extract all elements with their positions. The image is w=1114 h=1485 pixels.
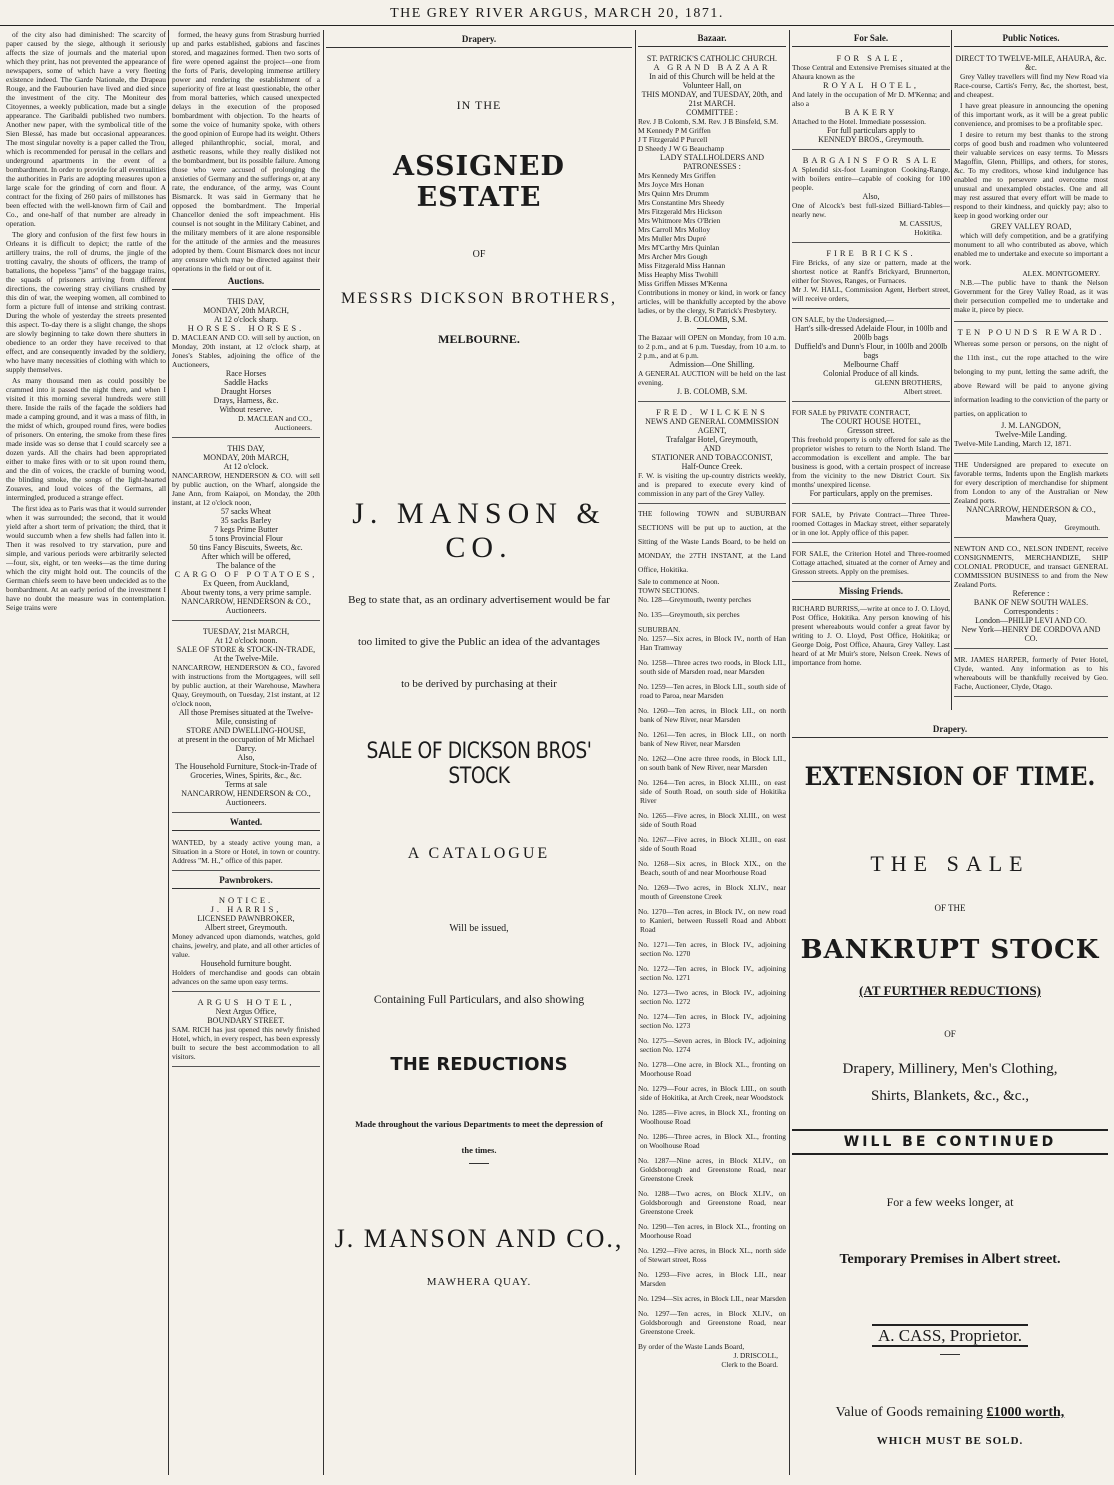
section-lot: No. 1274—Ten acres, in Block IV., adjoining section No. 1273	[638, 1012, 786, 1030]
ad-headline: A CATALOGUE	[407, 845, 551, 862]
notice-subtitle: The COURT HOUSE HOTEL,	[821, 417, 921, 426]
notice-title: ON SALE, by the Undersigned,—	[792, 315, 894, 324]
section-lot: No. 1261—Ten acres, in Block LII., on north bank of New River, near Marsden	[638, 730, 786, 748]
reward-notice	[954, 325, 1108, 454]
value-label: Value of Goods remaining	[835, 1405, 984, 1420]
notice-address: Half-Ounce Creek.	[681, 462, 743, 471]
section-lot: No. 1290—Ten acres, in Block XL., fronting on Moorhouse Road	[638, 1222, 786, 1240]
bankrupt-stock-ad	[792, 720, 1108, 1475]
sale-item: Hart's silk-dressed Adelaide Flour, in 100lb and 200lb bags	[794, 324, 948, 342]
ad-line: For a few weeks longer, at	[886, 1195, 1014, 1209]
section-lot: No. 1278—One acre, in Block XL., fronting on Moorhouse Road	[638, 1060, 786, 1078]
ad-line: MAWHERA QUAY.	[426, 1276, 532, 1288]
notice-signature: J. B. COLOMB, S.M.	[676, 387, 748, 396]
public-notices-column	[954, 30, 1108, 710]
auction-item: 50 tins Fancy Biscuits, Sweets, &c.	[189, 543, 303, 552]
auction-note: The Household Furniture, Stock-in-Trade of Groceries, Wines, Spirits, &c., &c.	[175, 762, 317, 780]
section-lot: No. 1279—Four acres, in Block LIII., on south side of Hokitika, at Arch Creek, near Woodstock	[638, 1084, 786, 1102]
notice-title: DIRECT TO TWELVE-MILE, AHAURA, &c. &c.	[955, 54, 1107, 72]
ad-line: Temporary Premises in Albert street.	[839, 1252, 1061, 1267]
patroness-line: Mrs Carroll Mrs Molloy	[638, 225, 711, 234]
ad-line: Will be issued,	[449, 923, 509, 934]
auction-item: 5 tons Provincial Flour	[209, 534, 283, 543]
auction-body: NANCARROW, HENDERSON & CO. will sell by public auction, on the Wharf, alongside the Jane Ann, from Kaiapoi, on Monday, the 20th instant, at 12 o'clock noon,	[172, 471, 320, 507]
notice-address: Greymouth.	[1064, 523, 1100, 532]
notice-note: Reference :	[1012, 589, 1050, 598]
section-lot: No. 1272—Ten acres, in Block IV., adjoining section No. 1271	[638, 964, 786, 982]
committee-line: J T Fitzgerald P Purcell	[638, 135, 708, 144]
notice-note: For full particulars apply to	[827, 126, 915, 135]
auction-title: SALE OF STORE & STOCK-IN-TRADE,	[176, 645, 316, 654]
section-lot: No. 1265—Five acres, in Block XLIII., on west side of South Road	[638, 811, 786, 829]
patroness-line: Mrs Quinn Mrs Drumm	[638, 189, 709, 198]
auction-body: NANCARROW, HENDERSON & CO., favored with instructions from the Mortgagees, will sell by public auction, at their Warehouse, Mawhera Quay, Greymouth, on Tuesday, 21st instant, at 12 o'clock noon,	[172, 663, 320, 708]
auction-note: All those Premises situated at the Twelve-Mile, consisting of	[178, 708, 314, 726]
notice-subhead: TOWN SECTIONS.	[638, 586, 700, 595]
auction-signature: NANCARROW, HENDERSON & CO., Auctioneers.	[181, 597, 311, 615]
for-sale-notice	[792, 153, 950, 243]
notice-body: NEWTON AND CO., NELSON INDENT, receive CONSIGNMENTS, MERCHANDIZE, SHIP COLONIAL PRODUCE, and transact GENERAL COMMISSION BUSINESS to and from the New Zealand Ports.	[954, 544, 1108, 589]
ad-line: to be derived by purchasing at their	[401, 678, 557, 690]
notice-body: One of Alcock's best full-sized Billiard-Tables—nearly new.	[792, 201, 950, 219]
notice-title: A GRAND BAZAAR	[653, 62, 771, 72]
patroness-line: Mrs Kennedy Mrs Griffen	[638, 171, 716, 180]
notice-signature: J. DRISCOLL,	[733, 1351, 778, 1360]
notice-address: Twelve-Mile Landing.	[995, 430, 1067, 439]
notice-signature: KENNEDY BROS., Greymouth.	[818, 135, 924, 144]
proprietor-name: A. CASS, Proprietor.	[872, 1324, 1028, 1347]
patroness-line: Mrs M'Carthy Mrs Quinlan	[638, 243, 720, 252]
notice-body: Fire Bricks, of any size or pattern, made at the shortest notice at Ranft's Brickyard, Brunnerton, either for Stoves, Ranges, or Furnaces.	[792, 258, 950, 285]
section-heading: Pawnbrokers.	[172, 874, 320, 889]
notice-body: The Bazaar will OPEN on Monday, from 10 a.m. to 2 p.m., and at 6 p.m. Tuesday, from 10 a.m. to 2 p.m., and at 6 p.m.	[638, 333, 786, 360]
section-lot: No. 1264—Ten acres, in Block XLIII., on east side of South Road, on south side of Hokitika River	[638, 778, 786, 805]
section-lot: No. 1288—Two acres, on Block XLIV., on Goldsborough and Greenstone Road, near Greenstone Creek	[638, 1189, 786, 1216]
auction-item: Saddle Hacks	[224, 378, 268, 387]
article-paragraph: The glory and confusion of the first few hours in Orleans it is difficult to depict; the rattle of the artillery trains, the roll of drums, the jingle of the trotting cavalry, the shouts of officers, the tramp of battalions, the hopeless "jams" of the baggage trains, the squads of prisoners arriving from different directions, the cowering stray civilians crushed by this din of war, the weeping women, all combined to form a picture full of intense and striking contrast. During the whole of yesterday the streets presented this aspect. To-day there is a slight change, the shops are slowly beginning to take down there shutters in obedience to an order they have received to that effect, and are consequently invaded by the soldiery, who have many necessities of clothing with which to supply themselves.	[6, 230, 166, 374]
notice-date: THIS MONDAY, and TUESDAY, 20th, and 21st MARCH.	[641, 90, 783, 108]
auction-item: Drays, Harness, &c.	[213, 396, 279, 405]
indent-notice	[954, 541, 1108, 649]
notice-date: Twelve-Mile Landing, March 12, 1871.	[954, 439, 1072, 448]
section-heading: Public Notices.	[954, 32, 1108, 47]
section-lot: No. 1285—Five acres, in Block XI., fronting on Woolhouse Road	[638, 1108, 786, 1126]
ad-line: OF	[472, 249, 486, 260]
patroness-line: Mrs Fitzgerald Mrs Hickson	[638, 207, 722, 216]
drapery-display-ad	[326, 30, 632, 1475]
notice-body: Whereas some person or persons, on the night of the 11th inst., cut the rope attached to the wire belonging to my punt, letting the same adrift, the above Reward will be paid to anyone giving information leading to the conviction of the party or parties, on application to	[954, 339, 1108, 418]
notice-title: FOR SALE by PRIVATE CONTRACT,	[792, 408, 911, 417]
notice-note: AND	[703, 444, 721, 453]
section-lot: No. 1297—Ten acres, in Block XLIV., on Goldsborough and Greenstone Road, near Greenstone Creek.	[638, 1309, 786, 1336]
ad-headline: BANKRUPT STOCK	[800, 935, 1100, 965]
notice-body: A GENERAL AUCTION will be held on the last evening.	[638, 369, 786, 387]
notice-subhead: COMMITTEE :	[686, 108, 738, 117]
notice-title: ST. PATRICK'S CATHOLIC CHURCH.	[646, 54, 778, 63]
section-lot: No. 1294—Six acres, in Block LII., near Marsden	[638, 1294, 786, 1303]
section-lot: No. 1259—Ten acres, in Block LII., south side of road to Paroa, near Marsden	[638, 682, 786, 700]
auction-reserve: Without reserve.	[219, 405, 273, 414]
auction-note: The balance of the	[216, 561, 276, 570]
agent-notice	[638, 405, 786, 504]
sale-item: Duffield's and Dunn's Flour, in 100lb and 200lb bags	[794, 342, 948, 360]
road-notice	[954, 51, 1108, 322]
ad-line: too limited to give the Public an idea of the advantages	[358, 636, 600, 648]
ad-headline: THE REDUCTIONS	[390, 1054, 568, 1075]
section-lot: No. 1287—Nine acres, in Block XLIV., on Goldsborough and Greenstone Road, near Greenstone Creek	[638, 1156, 786, 1183]
section-lot: No. 1271—Ten acres, in Block IV., adjoining section No. 1270	[638, 940, 786, 958]
auction-note: Ex Queen, from Auckland,	[203, 579, 289, 588]
auction-title: CARGO OF POTATOES,	[174, 569, 318, 579]
auction-date: THIS DAY,	[227, 444, 265, 453]
notice-note: For particulars, apply on the premises.	[809, 489, 933, 498]
ad-headline: ASSIGNED ESTATE	[393, 151, 565, 213]
ad-line: Containing Full Particulars, and also showing	[373, 994, 585, 1006]
auction-signature: D. MACLEAN and CO.,	[238, 414, 312, 423]
patroness-line: Mrs Archer Mrs Gough	[638, 252, 708, 261]
notice-body: Money advanced upon diamonds, watches, gold chains, jewelry, and plate, and all other articles of value.	[172, 932, 320, 959]
ad-line: Made throughout the various Departments to meet the depression of	[355, 1119, 603, 1129]
section-lot: No. 1270—Ten acres, in Block IV., on new road to Kanieri, between Russell Road and Abbott Road	[638, 907, 786, 934]
column-rule	[789, 30, 790, 1475]
suburban-lot-list	[638, 634, 786, 1336]
ad-signature	[792, 1326, 1108, 1346]
auction-item: 7 kegs Prime Butter	[214, 525, 278, 534]
committee-line: M Kennedy P M Griffen	[638, 126, 711, 135]
notice-body: I have great pleasure in announcing the opening of this important work, as it will be a great public convenience, and promises to be a profitable spec.	[954, 101, 1108, 128]
notice-subtitle: GREY VALLEY ROAD,	[990, 222, 1072, 231]
section-lot: No. 1269—Two acres, in Block XLIV., near mouth of Greenstone Creek	[638, 883, 786, 901]
for-sale-notice: FOR SALE, the Criterion Hotel and Three-roomed Cottage attached, situated at the corner of Arney and Gresson streets. Apply on the premises.	[792, 546, 950, 582]
notice-note: Sale to commence at Noon.	[638, 577, 720, 586]
section-lot: No. 1292—Five acres, in Block XL., north side of Stewart street, Ross	[638, 1246, 786, 1264]
section-lot: No. 135—Greymouth, six perches	[638, 610, 740, 619]
section-lot: No. 1262—One acre three roods, in Block LII., on south bank of New River, near Marsden	[638, 754, 786, 772]
auction-day: MONDAY, 20th MARCH,	[203, 306, 289, 315]
for-sale-notice	[792, 312, 950, 402]
notice-signature: GLENN BROTHERS,	[874, 378, 942, 387]
section-heading: Auctions.	[172, 275, 320, 290]
section-heading: Wanted.	[172, 816, 320, 831]
notice-signature: Hokitika.	[914, 228, 942, 237]
committee-line: D Sheedy J W G Beauchamp	[638, 144, 725, 153]
notice-body: SAM. RICH has just opened this newly finished Hotel, which, in every respect, has been expressly built to secure the best accommodation to all visitors.	[172, 1025, 320, 1061]
patroness-line: Miss Fitzgerald Miss Hannan	[638, 261, 726, 270]
notice-address: BOUNDARY STREET.	[207, 1016, 285, 1025]
section-lot: No. 1293—Five acres, in Block LII., near Marsden	[638, 1270, 786, 1288]
divider	[469, 1163, 489, 1164]
section-heading: Bazaar.	[638, 32, 786, 47]
bazaar-column	[638, 30, 786, 1475]
auction-day: MONDAY, 20th MARCH,	[203, 453, 289, 462]
ad-headline: SALE OF DICKSON BROS' STOCK	[366, 739, 592, 789]
notice-note: Volunteer Hall, on	[682, 81, 742, 90]
section-lot: No. 1273—Two acres, in Block IV., adjoining section No. 1272	[638, 988, 786, 1006]
section-lot: No. 1267—Five acres, in Block XLIII., on east side of South Road	[638, 835, 786, 853]
article-paragraph: The first idea as to Paris was that it would surrender when it was surrounded; the second, that it would yield after a short term of privation; the third, that it would succumb when a few shells had fallen into it. Then it was resolved to try starvation, pure and simple, and various periods were arbitrarily selected—four, six, eight, or ten weeks—as the time during which the city might hold out. The councils of the German chiefs seem to have been undecided as to the bombardment. At an early period of the investment I have no doubt the measure was in contemplation. Seige trains were	[6, 504, 166, 612]
notice-note: Next Argus Office,	[215, 1007, 277, 1016]
section-heading: For Sale.	[792, 32, 950, 47]
auction-item: Draught Horses	[220, 387, 272, 396]
ad-line: WHICH MUST BE SOLD.	[876, 1435, 1024, 1447]
notice-subtitle: STATIONER AND TOBACCONIST,	[651, 453, 773, 462]
wanted-notice: WANTED, by a steady active young man, a Situation in a Store or Hotel, in town or country. Address "M. H.," office of this paper.	[172, 835, 320, 871]
notice-name: J. HARRIS,	[210, 904, 282, 914]
notice-title: FIRE BRICKS.	[826, 248, 916, 258]
section-lot: No. 1268—Six acres, in Block XIX., on the Beach, south of and near Moorhouse Road	[638, 859, 786, 877]
notice-body: THE Undersigned are prepared to execute on favorable terms, Indents upon the English markets for every description of merchandise for shipment from London to any of the Australian or New Zealand ports.	[954, 460, 1108, 505]
notice-title: FRED. WILCKENS	[656, 407, 768, 417]
auction-item: 57 sacks Wheat	[220, 507, 272, 516]
patroness-line: Mrs Joyce Mrs Honan	[638, 180, 704, 189]
article-paragraph: As many thousand men as could possibly be crammed into it passed the night there, and when I visited it this morning several hundreds were still there. Inside the rails of the façade the soldiers had made a camping ground, and it was a mass of filth, in the midst of which, grouped round fires, were bodies of prisoners. On entering, the smoke from these fires made inside was so dense that I could scarcely see a dozen yards. All the chairs had been appropriated either to make fires with or to sit upon round them, and the din of voices, the crackle of burning wood, the blinding smoke, the songs of the light-hearted Zouaves, and loud voices of the Germans, all intermingled, produced a strange effect.	[6, 376, 166, 502]
notice-body: Grey Valley travellers will find my New Road via Race-course, Cartis's Ferry, &c, the shortest, best, and cheapest.	[954, 72, 1108, 99]
ad-line: IN THE	[456, 98, 502, 112]
value-amount: £1000 worth,	[986, 1405, 1065, 1420]
patroness-line: Mrs Muller Mrs Dupré	[638, 234, 706, 243]
ad-line: Beg to state that, as an ordinary advertisement would be far	[348, 594, 610, 606]
ad-line	[792, 1405, 1108, 1421]
notice-title: NOTICE.	[218, 895, 274, 905]
notice-address: Mawhera Quay,	[1005, 514, 1057, 523]
missing-friend-notice: RICHARD BURRISS,—write at once to J. O. Lloyd, Post Office, Hokitika. Any person knowing of his present whereabouts would confer a great favor by writing to J. O. Lloyd, Post Office, Hokitika; or George Doig, Post Office, Ahaura, Grey Valley. Last heard of at Mr Muir's store, Nelson Creek. News of importance from home.	[792, 604, 950, 667]
notice-body: F. W. is visiting the up-country districts weekly, and is prepared to execute every kind of commission in any part of the Grey Valley.	[638, 471, 786, 498]
for-sale-column	[792, 30, 950, 710]
column-rule	[635, 30, 636, 1475]
notice-address: Albert street, Greymouth.	[204, 923, 288, 932]
notice-body: Attached to the Hotel. Immediate possession.	[792, 117, 927, 126]
ad-line: (AT FURTHER REDUCTIONS)	[859, 983, 1041, 998]
notice-address: Trafalgar Hotel, Greymouth,	[666, 435, 758, 444]
auction-notice	[172, 294, 320, 438]
notice-body: Those Central and Extensive Premises situated at the Ahaura known as the	[792, 63, 950, 81]
patroness-line: Miss Griffen Misses M'Kenna	[638, 279, 728, 288]
notice-signature: ALEX. MONTGOMERY.	[1022, 269, 1100, 278]
notice-title: BARGAINS FOR SALE	[802, 155, 940, 165]
auction-item: Race Horses	[225, 369, 267, 378]
notice-title: ARGUS HOTEL,	[197, 997, 295, 1007]
notice-body: N.B.—The public have to thank the Nelson Government for the Grey Valley Road, as it was their persecution compelled me to undertake and make it, piece by piece.	[954, 278, 1108, 314]
ad-headline: THE SALE	[870, 851, 1030, 876]
masthead: THE GREY RIVER ARGUS, MARCH 20, 1871.	[0, 6, 1114, 26]
auction-note: at present in the occupation of Mr Michael Darcy.	[177, 735, 315, 753]
hotel-notice	[172, 995, 320, 1067]
auction-note: Terms at sale	[224, 780, 268, 789]
wanted-notice: MR. JAMES HARPER, formerly of Peter Hotel, Clyde, wanted. Any information as to his whereabouts will be thankfully received by Geo. Fache, Auctioneer, Clyde, Otago.	[954, 652, 1108, 697]
ad-line: OF	[944, 1029, 956, 1039]
section-lot: No. 1257—Six acres, in Block IV., north of Han Han Tramway	[638, 634, 786, 652]
notice-signature: J. B. COLOMB, S.M.	[676, 315, 748, 324]
article-column	[6, 30, 166, 1475]
notice-title: FOR SALE,	[836, 53, 906, 63]
notice-body: which will defy competition, and be a gratifying monument to all who contributed as above, which enabled me to undertake and execute so important a work.	[954, 231, 1108, 267]
auction-note: About twenty tons, a very prime sample.	[180, 588, 312, 597]
auction-note: After which will be offered,	[201, 552, 291, 561]
notice-subhead: LADY STALLHOLDERS AND PATRONESSES :	[660, 153, 764, 171]
section-lot: No. 1275—Seven acres, in Block IV., adjoining section No. 1274	[638, 1036, 786, 1054]
for-sale-notice	[792, 246, 950, 309]
auction-notice	[172, 624, 320, 813]
auction-time: At 12 o'clock noon.	[214, 636, 278, 645]
ad-line: Shirts, Blankets, &c., &c.,	[871, 1088, 1029, 1104]
notice-body: Holders of merchandise and goods can obtain advances on the same upon easy terms.	[172, 968, 320, 986]
notice-body: And lately in the occupation of Mr D. M'Kenna; and also a	[792, 90, 950, 108]
divider	[940, 1354, 960, 1355]
notice-body: Contributions in money or kind, in work or fancy articles, will be thankfully accepted by the above ladies, or by the clergy, St Patrick's Presbytery.	[638, 288, 786, 315]
ad-headline: J. MANSON AND CO.,	[334, 1224, 624, 1253]
ad-line: Drapery, Millinery, Men's Clothing,	[842, 1061, 1058, 1077]
section-lot: No. 1286—Three acres, in Block XL., fronting on Woolhouse Road	[638, 1132, 786, 1150]
divider	[697, 328, 727, 329]
section-lot: No. 1260—Ten acres, in Block LII., on north bank of New River, near Marsden	[638, 706, 786, 724]
patroness-line: Miss Heaphy Miss Twohill	[638, 270, 719, 279]
notice-body: This freehold property is only offered for sale as the proprietor wishes to return to the North Island. The accommodation is excellent and ample. The bar business is good, with a certain prospect of increase from the vicinity to the new District Court. Six months' unexpired license.	[792, 435, 950, 489]
notice-note: London—PHILIP LEVI AND CO.	[975, 616, 1087, 625]
auction-signature: NANCARROW, HENDERSON & CO., Auctioneers.	[181, 789, 311, 807]
section-heading: Drapery.	[792, 722, 1108, 738]
notice-subtitle: LICENSED PAWNBROKER,	[197, 914, 295, 923]
auction-item: 35 sacks Barley	[220, 516, 272, 525]
auction-title: HORSES. HORSES.	[187, 323, 305, 333]
auction-time: At 12 o'clock.	[223, 462, 269, 471]
notice-signature: NANCARROW, HENDERSON & CO.,	[966, 505, 1096, 514]
auction-notice	[172, 441, 320, 621]
column-rule	[168, 30, 169, 1475]
ad-line: OF THE	[934, 903, 966, 913]
notice-subhead: SUBURBAN.	[638, 625, 681, 634]
notice-body: Mr J. W. HALL, Commission Agent, Herbert street, will receive orders,	[792, 285, 950, 303]
notice-title: TEN POUNDS REWARD.	[957, 327, 1105, 337]
auction-signature: Auctioneers.	[274, 423, 312, 432]
notice-signature: M. CASSIUS,	[899, 219, 942, 228]
auction-body: D. MACLEAN AND CO. will sell by auction, on Monday, 20th instant, at 12 o'clock sharp, at Jones's Stables, adjoining the office of the Auctioneers,	[172, 333, 320, 369]
notice-title: ROYAL HOTEL,	[822, 80, 920, 90]
ad-headline: EXTENSION OF TIME.	[804, 762, 1096, 791]
notice-note: Admission—One Shilling.	[669, 360, 755, 369]
indent-notice	[954, 457, 1108, 538]
ad-headline: J. MANSON & CO.	[352, 497, 606, 564]
notice-note: Also,	[862, 192, 880, 201]
notice-note: Correspondents :	[1003, 607, 1059, 616]
notice-note: Household furniture bought.	[200, 959, 292, 968]
notice-note: By order of the Waste Lands Board,	[638, 1342, 745, 1351]
column-rule	[323, 30, 324, 1475]
committee-line: Rev. J B Colomb, S.M. Rev. J B Binsfeld, S.M.	[638, 117, 779, 126]
notice-body: I desire to return my best thanks to the strong corps of good bush and roadmen who volunteered their valuable services on easy terms. To Messrs Magoffin, Glenn, Phillips, and others, for stores, &c. To my creditors, whose kind indulgence has enabled me to persevere and overcome most unusual and unexampled obstacles. One and all may rest assured that every effort will be made to respond to their kindness, and quickly pay; also to keep in good working order our	[954, 130, 1108, 220]
notice-body: A Splendid six-foot Leamington Cooking-Range, with boilers entire—capable of cooking for 100 people.	[792, 165, 950, 192]
ad-headline: WILL BE CONTINUED	[792, 1129, 1108, 1155]
auction-time: At 12 o'clock sharp.	[213, 315, 279, 324]
for-sale-notice	[792, 51, 950, 150]
patroness-line: Mrs Constantine Mrs Sheedy	[638, 198, 725, 207]
section-lot: No. 128—Greymouth, twenty perches	[638, 595, 752, 604]
notice-subtitle: NEWS AND GENERAL COMMISSION AGENT,	[645, 417, 779, 435]
notice-note: New York—HENRY DE CORDOVA AND CO.	[961, 625, 1101, 643]
auctions-column	[172, 30, 320, 1475]
notice-note: In aid of this Church will be held at the	[649, 72, 775, 81]
article-paragraph: formed, the heavy guns from Strasburg hurried up and parks established, gabions and fascines stored, and magazines formed. Then two sorts of fire were opened against the project—one from the forts of Paris, developing immense artillery power and rendering the establishment of a superiority of fire at least questionable, the other from moral batteries, which caused unexpected delays in the execution of the proposed bombardment with objection. To the hearts of some the voice of humanity spoke, with others the good opinion of Europe had its weight. Others alleged philanthrophic, social, moral, and æsthetic reasons, while they really disliked not the bombardment, but its possible failure. Among those who were accused of prolonging the anxieties of Germany and the sufferings or, at any rate, the endurance, of the army, was Count Bismarck. It was said in Germany that he opposed the bombardment. The Imperial Chancellor denied the soft impeachment. His counsel is not sought in the Military Cabinet, and the military members of it are alone responsible for the attitude of the armies and the measures adopted by them. Count Bismarck does not incur any censure which may be directed against their operations in the field or out of it.	[172, 30, 320, 273]
sale-item: Colonial Produce of all kinds.	[823, 369, 919, 378]
auction-note: Also,	[237, 753, 255, 762]
sale-item: Melbourne Chaff	[843, 360, 899, 369]
auction-place: At the Twelve-Mile.	[213, 654, 279, 663]
ad-line: MESSRS DICKSON BROTHERS,	[340, 290, 618, 307]
notice-note: BANK OF NEW SOUTH WALES.	[973, 598, 1089, 607]
auction-title: STORE AND DWELLING-HOUSE,	[186, 726, 306, 735]
ad-line: MELBOURNE.	[438, 332, 520, 346]
pawnbroker-notice	[172, 893, 320, 992]
patroness-line: Mrs Whitmore Mrs O'Brien	[638, 216, 721, 225]
notice-title: BAKERY	[844, 107, 898, 117]
section-heading: Missing Friends.	[792, 585, 950, 600]
auction-date: THIS DAY,	[227, 297, 265, 306]
land-sale-notice	[638, 507, 786, 1369]
column-rule	[951, 30, 952, 710]
notice-body: THE following TOWN and SUBURBAN SECTIONS will be put up to auction, at the Sitting of the Waste Lands Board, to be held on MONDAY, the 27TH INSTANT, at the Land Office, Hokitika.	[638, 509, 786, 574]
for-sale-notice: FOR SALE, by Private Contract—Three Three-roomed Cottages in Mackay street, either separately or in one lot. Apply office of this paper.	[792, 507, 950, 543]
notice-signature: J. M. LANGDON,	[1001, 421, 1061, 430]
ad-line: the times.	[461, 1145, 497, 1155]
auction-day: TUESDAY, 21st MARCH,	[202, 627, 290, 636]
notice-signature: Clerk to the Board.	[721, 1360, 778, 1369]
notice-signature: Albert street.	[903, 387, 942, 396]
article-paragraph: of the city also had diminished: The scarcity of paper caused by the siege, although it seriously affects the size of journals and the material upon which they print, has not prevented the appearance of newspapers, some of which have a very fleeting existence indeed. The Garde Nationale, the Drapeau Rouge, and the Faubourien have lived and died since the investment of the city. The Moniteur des Citoyennes, a weekly publication, made but a single appearance. The Garibaldi published two numbers. Another new paper, with the symbolical title of the Sien Blessé, has made but occasional appearances. The most singular novelty is a paper called the Trou, which is recommended for perusal in the cellars and underground apartments in the event of a bombardment. In order to provide for all eventualities the authorities in Paris are adopting measures upon a large scale for the grinding of corn and flour. A contract for the fixing of 260 pairs of millstones has been effected with the well-known firm of Cail and Co., and one-half of that number are already in operation.	[6, 30, 166, 228]
notice-address: Gresson street.	[847, 426, 895, 435]
section-heading: Drapery.	[326, 32, 632, 48]
bazaar-notice	[638, 51, 786, 402]
section-lot: No. 1258—Three acres two roods, in Block LII., south side of Marsden road, near Marsden	[638, 658, 786, 676]
for-sale-notice	[792, 405, 950, 504]
